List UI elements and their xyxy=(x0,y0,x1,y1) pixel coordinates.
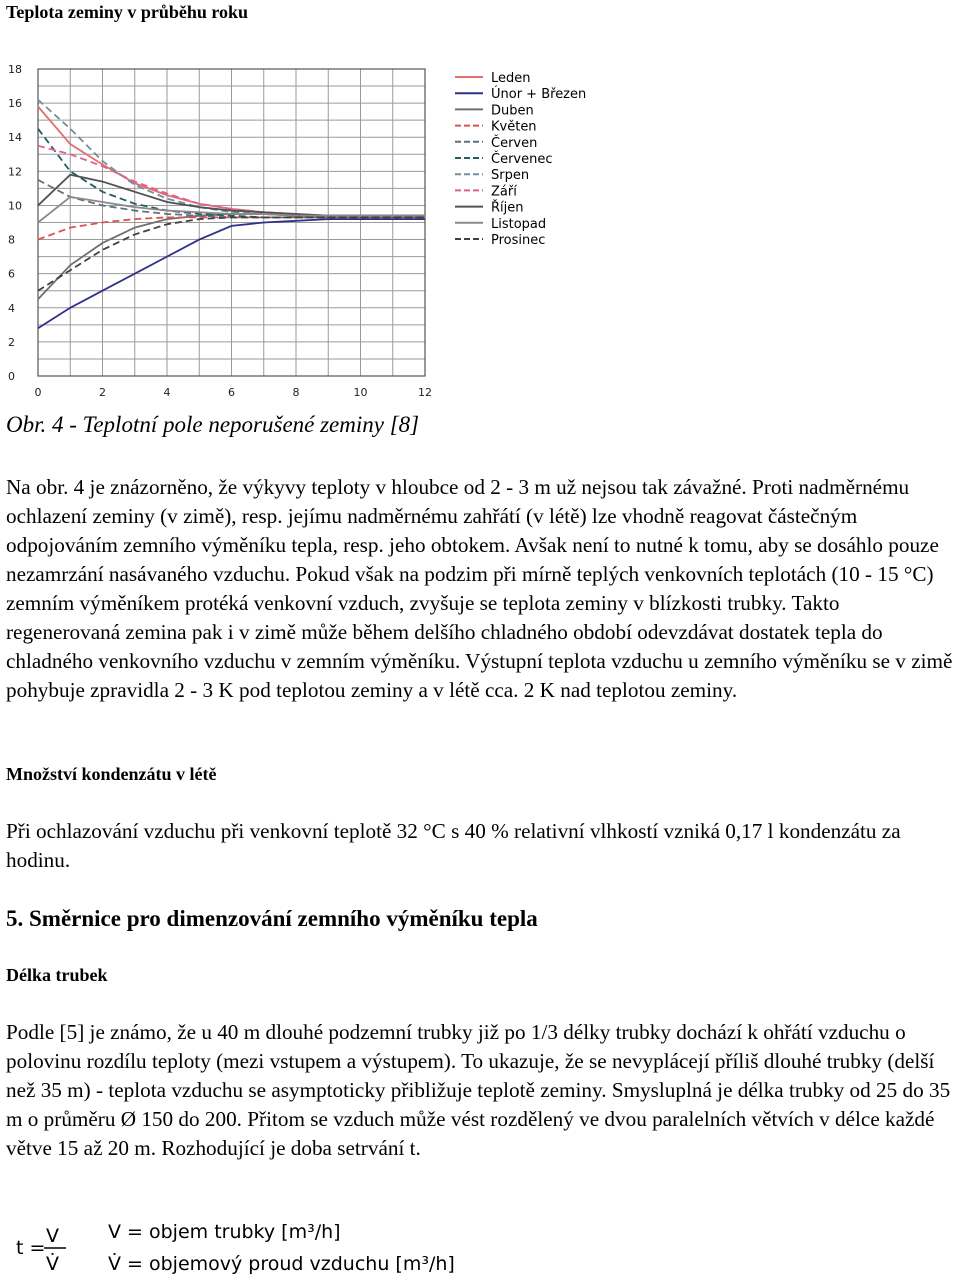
soil-temperature-chart xyxy=(0,50,600,412)
y-tick-label: 4 xyxy=(8,301,15,315)
legend-label: Srpen xyxy=(491,168,530,184)
y-tick-label: 8 xyxy=(8,233,15,247)
y-tick-label: 16 xyxy=(8,97,22,111)
formula-definition-volume: V = objem trubky [m³/h] xyxy=(108,1221,341,1243)
legend-label: Září xyxy=(491,184,517,200)
paragraph-condensate: Při ochlazování vzduchu při venkovní teplotě 32 °C s 40 % relativní vlhkostí vzniká 0,17 l kondenzátu za hodinu. xyxy=(6,819,901,872)
legend-label: Červen xyxy=(491,135,538,151)
x-tick-label: 6 xyxy=(228,386,235,399)
figure-caption: Obr. 4 - Teplotní pole neporušené zeminy [8] xyxy=(6,412,420,437)
legend-label: Duben xyxy=(491,103,534,119)
y-tick-label: 6 xyxy=(8,267,15,281)
legend-label: Říjen xyxy=(491,200,524,216)
x-tick-label: 10 xyxy=(353,386,368,399)
legend-label: Leden xyxy=(491,71,531,86)
legend-label: Červenec xyxy=(491,152,553,167)
formula-denominator: V̇ xyxy=(46,1253,59,1275)
legend-label: Prosinec xyxy=(491,233,546,248)
heading-condensate: Množství kondenzátu v létě xyxy=(6,764,217,784)
y-tick-label: 0 xyxy=(8,370,15,383)
x-tick-label: 4 xyxy=(163,386,171,399)
residence-time-formula xyxy=(0,1214,460,1276)
y-tick-label: 10 xyxy=(8,199,22,213)
heading-pipe-length: Délka trubek xyxy=(6,965,108,985)
formula-numerator: V xyxy=(46,1225,59,1247)
paragraph-temperature-field: Na obr. 4 je znázorněno, že výkyvy teploty v hloubce od 2 - 3 m už nejsou tak závažné. Proti nadměrnému ochlazení zeminy (v zimě), resp. jejímu nadměrnému zahřátí (v létě) lze vhodně reagovat částečným odpojováním zemního výměníku tepla, resp. jeho obtokem. Avšak není to nutné k tomu, aby se dosáhlo pouze nezamrzání nasávaného vzduchu. Pokud však na podzim při mírně teplých venkovních teplotách (10 - 15 °C) zemním výměníkem protéká venkovní vzduch, zvyšuje se teplota zeminy v blízkosti trubky. Takto regenerovaná zemina pak i v zimě může během delšího chladného období odevzdávat dostatek tepla do chladného venkovního vzduchu v zemním výměníku. Výstupní teplota vzduchu u zemního výměníku se v zimě pohybuje zpravidla 2 - 3 K pod teplotou zeminy a v létě cca. 2 K nad teplotou zeminy. xyxy=(6,475,953,702)
x-tick-label: 8 xyxy=(292,386,300,399)
heading-soil-temperature: Teplota zeminy v průběhu roku xyxy=(6,2,249,22)
y-tick-label: 14 xyxy=(8,131,22,145)
formula-lhs: t = xyxy=(16,1237,46,1259)
formula-definition-flow: V̇ = objemový proud vzduchu [m³/h] xyxy=(108,1253,455,1275)
x-tick-label: 2 xyxy=(99,386,106,399)
x-tick-label: 0 xyxy=(34,386,42,399)
x-tick-label: 12 xyxy=(418,386,432,399)
legend-label: Listopad xyxy=(491,216,547,232)
legend-label: Květen xyxy=(491,119,537,135)
y-tick-label: 2 xyxy=(8,335,15,349)
y-tick-label: 18 xyxy=(8,63,22,76)
paragraph-pipe-length: Podle [5] je známo, že u 40 m dlouhé podzemní trubky již po 1/3 délky trubky dochází k ohřátí vzduchu o polovinu rozdílu teploty (mezi vstupem a výstupem). To ukazuje, že se nevyplácejí příliš dlouhé trubky (delší než 35 m) - teplota vzduchu se asymptoticky přibližuje teplotě zeminy. Smysluplná je délka trubky od 25 do 35 m o průměru Ø 150 do 200. Přitom se vzduch může vést rozdělený ve dvou paralelních větvích v délce každé větve 15 až 20 m. Rozhodující je doba setrvání t. xyxy=(6,1020,951,1160)
y-tick-label: 12 xyxy=(8,165,22,179)
legend-label: Únor + Březen xyxy=(491,87,587,103)
heading-section-5: 5. Směrnice pro dimenzování zemního výměníku tepla xyxy=(6,906,538,931)
